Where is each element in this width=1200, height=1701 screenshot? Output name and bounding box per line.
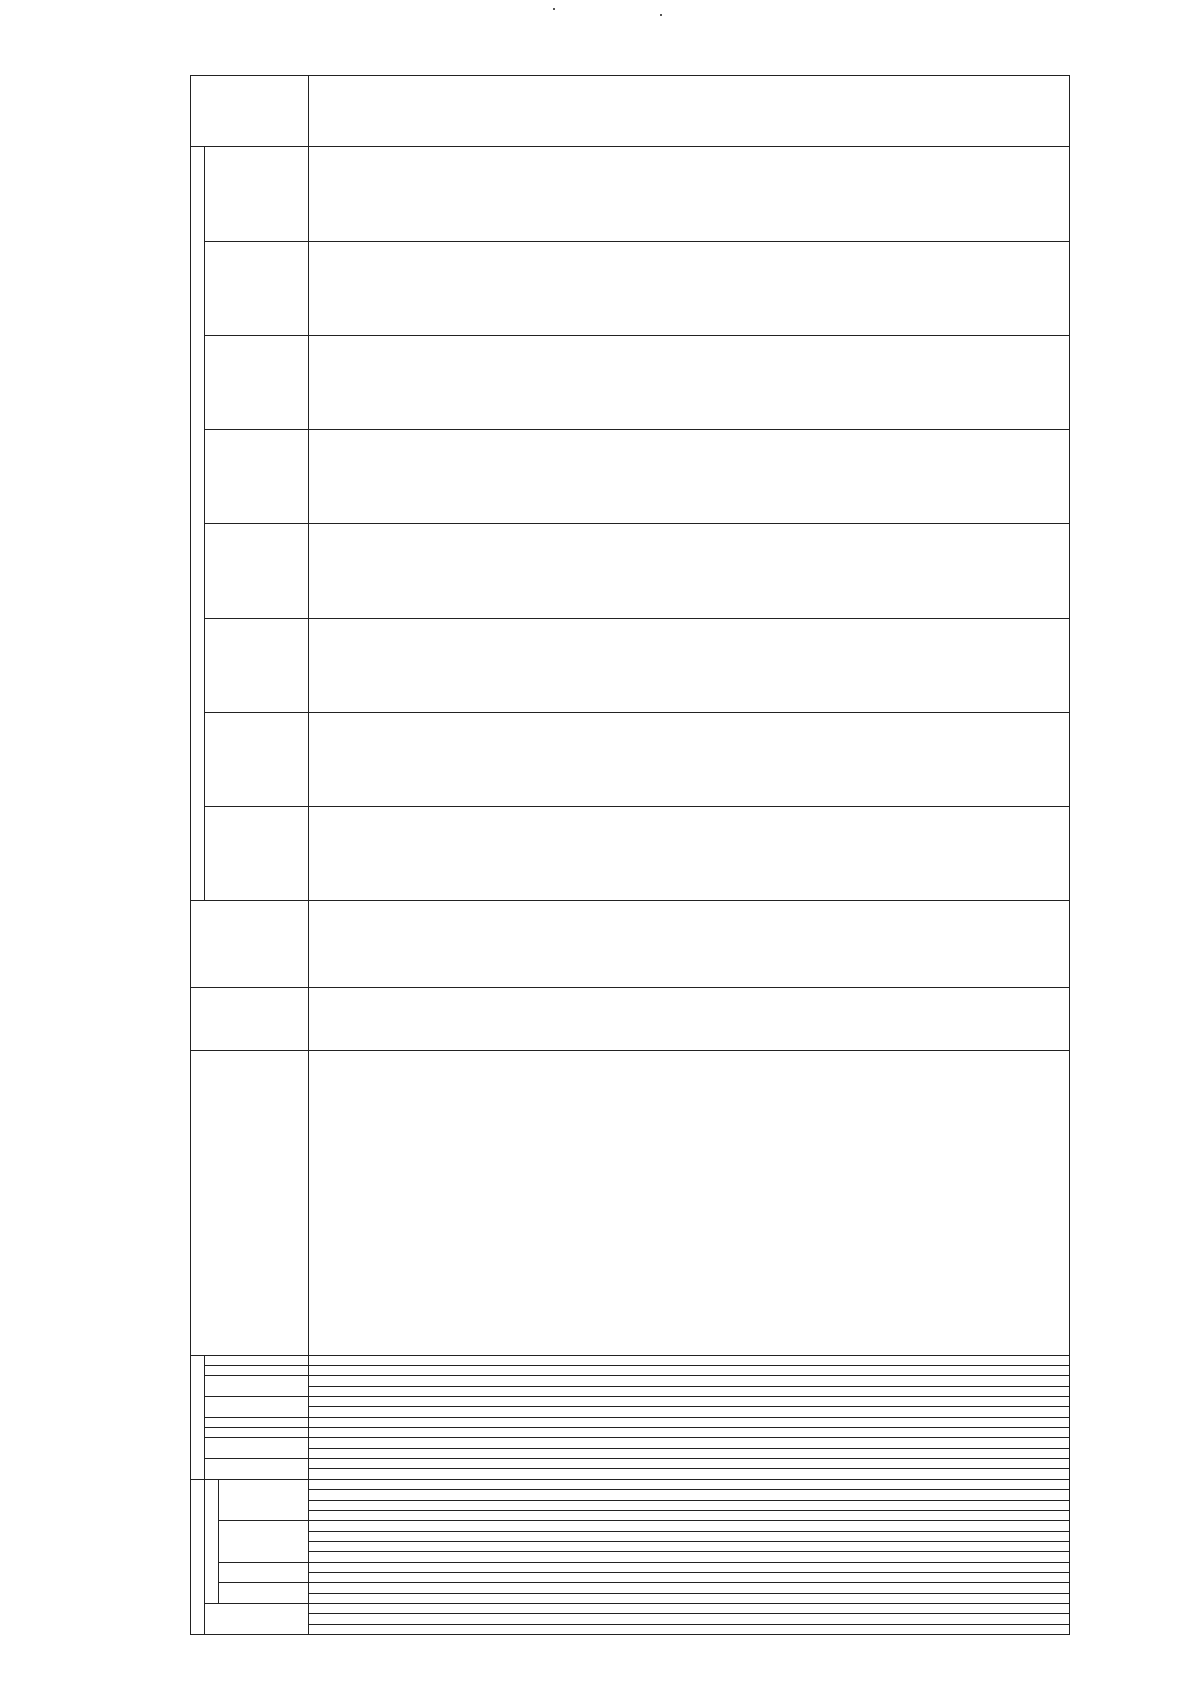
header-year-2023 [205,1355,309,1365]
scan-speck [660,14,662,16]
header-program [205,1458,309,1479]
col-num [309,1531,1070,1541]
header-budget-codes [191,1479,205,1634]
col-num [309,1562,1070,1572]
header-target-article [219,1521,309,1562]
col-num [309,1427,1070,1437]
col-num [309,1407,1070,1417]
col-num [309,1376,1070,1386]
col-num [309,1469,1070,1479]
col-num [309,147,1070,241]
col-num [309,1541,1070,1551]
col-num [309,1552,1070,1562]
col-num [309,1510,1070,1520]
col-num [309,1603,1070,1613]
col-num [309,1386,1070,1396]
header-year-2030 [205,241,309,335]
col-num [309,618,1070,712]
col-num [309,430,1070,524]
col-num [309,712,1070,806]
col-num [309,1479,1070,1490]
column-number-row [309,76,1070,1635]
col-num [309,901,1070,987]
header-admin-code [205,1603,309,1634]
col-num [309,1490,1070,1500]
header-unit [191,987,309,1050]
budget-program-table [190,75,1070,1635]
col-num [309,987,1070,1050]
header-year-2024 [205,807,309,901]
header-event [205,1396,309,1417]
scan-speck [553,8,555,10]
col-num [309,1614,1070,1624]
header-year-2027 [205,524,309,618]
header-program-years [191,147,205,901]
col-num [309,1500,1070,1510]
header-subprogram [205,1438,309,1459]
col-num [309,76,1070,147]
col-num [309,524,1070,618]
header-expense-type [219,1479,309,1521]
col-num [309,1365,1070,1375]
header-indicator-number [205,1365,309,1375]
rotated-table-frame [190,75,1070,1635]
header-section [219,1583,309,1604]
header-year-2029 [205,335,309,429]
col-num [309,1624,1070,1634]
col-num [309,1521,1070,1531]
header-indicator [205,1376,309,1397]
col-num [309,1417,1070,1427]
col-num [309,335,1070,429]
col-num [309,1458,1070,1468]
header-name [191,1050,309,1355]
col-num [309,1583,1070,1593]
rotated-table-canvas [190,75,1070,1635]
col-num [309,1050,1070,1355]
header-expense-classification [205,1479,219,1603]
header-year-2028 [205,430,309,524]
header-subsection [219,1562,309,1583]
header-task-subprogram [205,1417,309,1427]
col-num [309,241,1070,335]
header-additional-code [191,1355,205,1479]
page-number [150,800,180,830]
col-num [309,1593,1070,1603]
col-num [309,807,1070,901]
header-actual-2022 [191,901,309,987]
col-num [309,1572,1070,1582]
header-target-value [191,76,309,147]
col-num [309,1396,1070,1406]
col-num [309,1355,1070,1365]
col-num [309,1448,1070,1458]
header-year-2025 [205,712,309,806]
header-year-2026 [205,618,309,712]
header-task-program [205,1427,309,1437]
col-num [309,1438,1070,1448]
